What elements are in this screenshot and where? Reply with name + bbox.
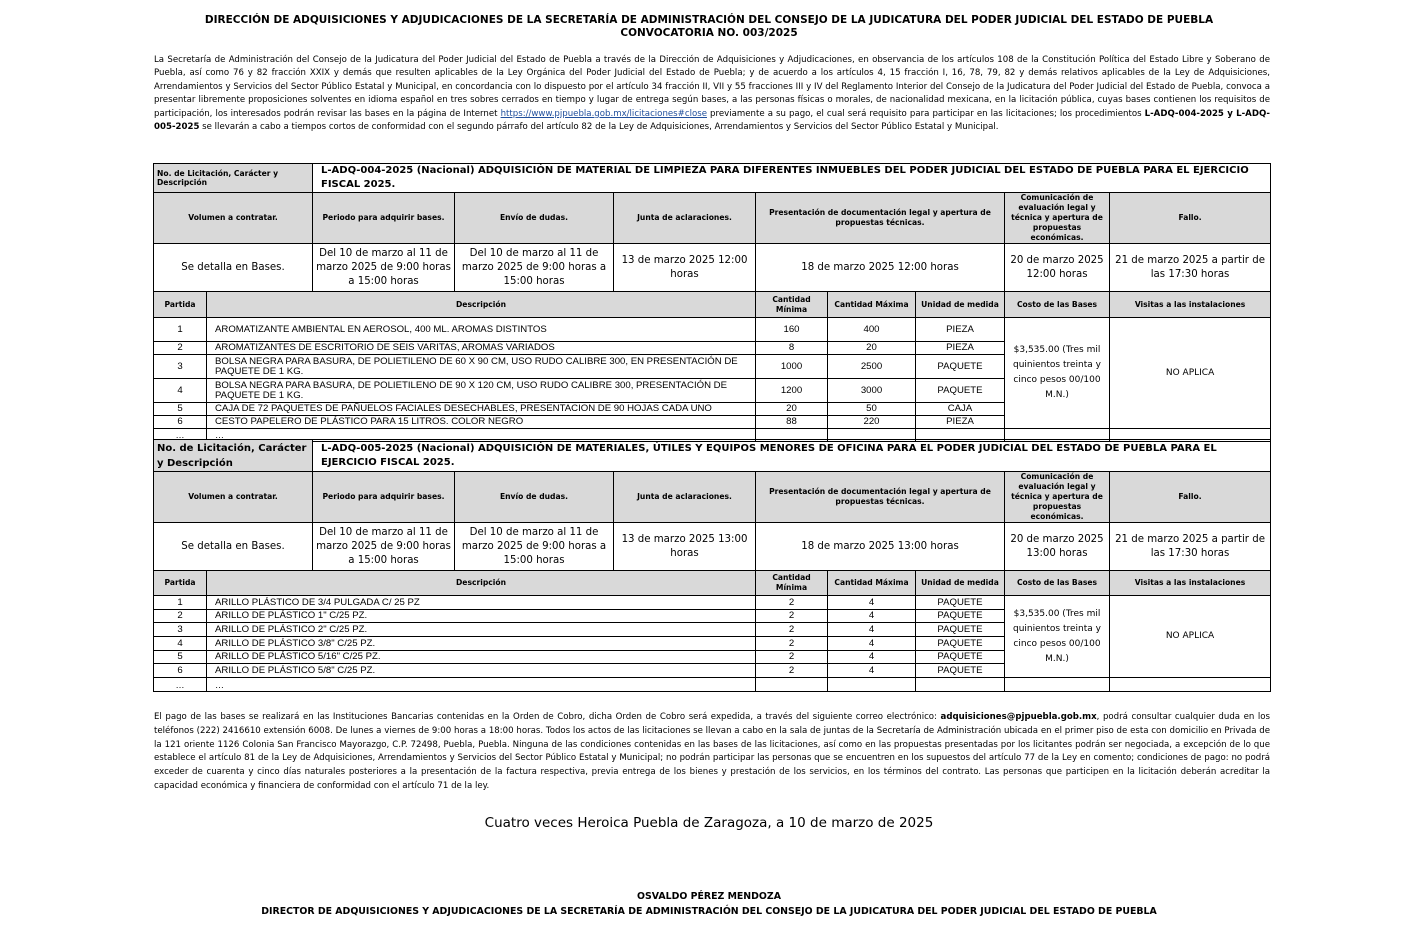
- junta-header: Junta de aclaraciones.: [614, 193, 756, 244]
- descripcion-cell: BOLSA NEGRA PARA BASURA, DE POLIETILENO DE 90 X 120 CM, USO RUDO CALIBRE 300, PRESENTACIÓN DE PAQUETE DE 1 KG.: [207, 379, 756, 403]
- table-row: [154, 318, 1271, 342]
- partida-cell: …: [154, 678, 207, 692]
- presentacion-header: Presentación de documentación legal y apertura de propuestas técnicas.: [756, 193, 1005, 244]
- fallo-header: Fallo.: [1110, 193, 1271, 244]
- table-row: [154, 678, 1271, 692]
- cant-min-cell: 1200: [756, 379, 828, 403]
- partida-cell: 3: [154, 623, 207, 637]
- junta-value: 13 de marzo 2025 13:00 horas: [614, 523, 756, 571]
- unidad-cell: PIEZA: [916, 342, 1005, 355]
- bases-link[interactable]: https://www.pjpuebla.gob.mx/licitaciones#close: [500, 108, 707, 119]
- cant-min-cell: [756, 678, 828, 692]
- intro-paragraph: [154, 54, 1270, 134]
- document-header: [0, 14, 1418, 40]
- cant-min-cell: 20: [756, 403, 828, 416]
- partida-cell: 6: [154, 664, 207, 678]
- unidad-cell: PAQUETE: [916, 610, 1005, 623]
- envio-value: Del 10 de marzo al 11 de marzo 2025 de 9:00 horas a 15:00 horas: [455, 244, 614, 292]
- unidad-header: Unidad de medida: [916, 571, 1005, 596]
- unidad-cell: CAJA: [916, 403, 1005, 416]
- partida-cell: 4: [154, 379, 207, 403]
- visitas-cell: [1110, 678, 1271, 692]
- place-date: Cuatro veces Heroica Puebla de Zaragoza, a 10 de marzo de 2025: [484, 815, 934, 831]
- cant-min-cell: 2: [756, 664, 828, 678]
- descripcion-cell: …: [207, 678, 756, 692]
- cant-min-cell: 2: [756, 637, 828, 651]
- footer-text-b: , podrá consultar cualquier duda en los teléfonos (222) 2416610 extensión 6008. De lunes a viernes de 9:00 horas a 18:00 horas. Todos los actos de las licitaciones se llevan a cabo en la sala de juntas de la Secretaría de Administración ubicada en el primer piso de esta con domicilio en Privada de la 121 oriente 1126 Colonia San Francisco Mayorazgo, C.P. 72498, Puebla, Puebla. Ninguna de las condiciones contenidas en las bases de las licitaciones, así como en las propuestas presentadas por los licitantes podrán ser negociada, a excepción de lo que establece el artículo 81 de la Ley de Adquisiciones, Arrendamientos y Servicios del Sector Público Estatal y Municipal; no podrán participar las personas que se encuentren en los supuestos del artículo 77 de la Ley en comento; condiciones de pago: no podrá exceder de cuarenta y cinco días naturales posteriores a la presentación de la factura respectiva, previa entrega de los bienes y prestación de los servicios, en los términos del contrato. Las personas que participen en la licitación deberán acreditar la capacidad económica y financiera de conformidad con el artículo 71 de la ley.: [154, 712, 1270, 791]
- periodo-header: Periodo para adquirir bases.: [313, 472, 455, 523]
- descripcion-cell: CESTO PAPELERO DE PLÁSTICO PARA 15 LITROS. COLOR NEGRO: [207, 416, 756, 429]
- cant-min-cell: 88: [756, 416, 828, 429]
- cant-max-cell: 20: [828, 342, 916, 355]
- unidad-cell: PAQUETE: [916, 651, 1005, 664]
- no-licitacion-label: No. de Licitación, Carácter y Descripción: [154, 164, 313, 193]
- cant-max-cell: 3000: [828, 379, 916, 403]
- table-row: [154, 596, 1271, 610]
- licitacion-table-2: [153, 439, 1271, 692]
- cant-min-cell: 2: [756, 596, 828, 610]
- cant-max-cell: 4: [828, 596, 916, 610]
- unidad-cell: PIEZA: [916, 318, 1005, 342]
- unidad-header: Unidad de medida: [916, 292, 1005, 318]
- descripcion-cell: ARILLO DE PLÁSTICO 5/8" C/25 PZ.: [207, 664, 756, 678]
- descripcion-header: Descripción: [207, 292, 756, 318]
- partida-cell: 1: [154, 318, 207, 342]
- visitas-header: Visitas a las instalaciones: [1110, 571, 1271, 596]
- visitas-value: NO APLICA: [1110, 318, 1271, 429]
- cant-max-cell: 400: [828, 318, 916, 342]
- presentacion-value: 18 de marzo 2025 13:00 horas: [756, 523, 1005, 571]
- costo-value: $3,535.00 (Tres mil quinientos treinta y cinco pesos 00/100 M.N.): [1005, 596, 1110, 678]
- contact-email[interactable]: adquisiciones@pjpuebla.gob.mx: [940, 712, 1097, 722]
- unidad-cell: PIEZA: [916, 416, 1005, 429]
- partida-cell: 6: [154, 416, 207, 429]
- cant-max-cell: 2500: [828, 355, 916, 379]
- cant-max-cell: 4: [828, 623, 916, 637]
- cant-max-cell: 220: [828, 416, 916, 429]
- cant-max-cell: 4: [828, 637, 916, 651]
- partida-cell: 3: [154, 355, 207, 379]
- partida-cell: 2: [154, 342, 207, 355]
- footer-text-a: El pago de las bases se realizará en las Instituciones Bancarias contenidas en la Orden de Cobro, dicha Orden de Cobro será expedida, a través del siguiente correo electrónico:: [154, 712, 941, 722]
- fallo-value: 21 de marzo 2025 a partir de las 17:30 horas: [1110, 244, 1271, 292]
- descripcion-cell: ARILLO DE PLÁSTICO 1" C/25 PZ.: [207, 610, 756, 623]
- licitacion-table-1: [153, 163, 1271, 442]
- descripcion-cell: …: [207, 429, 756, 442]
- partida-cell: 4: [154, 637, 207, 651]
- cant-max-cell: 4: [828, 664, 916, 678]
- periodo-value: Del 10 de marzo al 11 de marzo 2025 de 9:00 horas a 15:00 horas: [313, 244, 455, 292]
- unidad-cell: PAQUETE: [916, 596, 1005, 610]
- cant-min-cell: 1000: [756, 355, 828, 379]
- convocatoria-number: CONVOCATORIA NO. 003/2025: [620, 27, 798, 39]
- unidad-cell: PAQUETE: [916, 623, 1005, 637]
- unidad-cell: [916, 678, 1005, 692]
- partida-cell: 2: [154, 610, 207, 623]
- presentacion-header: Presentación de documentación legal y apertura de propuestas técnicas.: [756, 472, 1005, 523]
- partida-cell: 5: [154, 403, 207, 416]
- periodo-value: Del 10 de marzo al 11 de marzo 2025 de 9:00 horas a 15:00 horas: [313, 523, 455, 571]
- unidad-cell: PAQUETE: [916, 379, 1005, 403]
- comunicacion-header: Comunicación de evaluación legal y técnica y apertura de propuestas económicas.: [1005, 472, 1110, 523]
- envio-header: Envío de dudas.: [455, 472, 614, 523]
- descripcion-cell: AROMATIZANTE AMBIENTAL EN AEROSOL, 400 ML. AROMAS DISTINTOS: [207, 318, 756, 342]
- comunicacion-header: Comunicación de evaluación legal y técnica y apertura de propuestas económicas.: [1005, 193, 1110, 244]
- signer-role: DIRECTOR DE ADQUISICIONES Y ADJUDICACIONES DE LA SECRETARÍA DE ADMINISTRACIÓN DEL CONSEJO DE LA JUDICATURA DEL PODER JUDICIAL DEL ESTADO DE PUEBLA: [261, 906, 1157, 917]
- descripcion-cell: ARILLO DE PLÁSTICO 5/16" C/25 PZ.: [207, 651, 756, 664]
- intro-text-c: se llevarán a cabo a tiempos cortos de conformidad con el segundo párrafo del artículo 82 de la Ley de Adquisiciones, Arrendamientos y Servicios del Sector Público Estatal y Municipal.: [199, 122, 999, 133]
- descripcion-cell: CAJA DE 72 PAQUETES DE PAÑUELOS FACIALES DESECHABLES, PRESENTACION DE 90 HOJAS CADA UNO: [207, 403, 756, 416]
- volumen-value: Se detalla en Bases.: [154, 244, 313, 292]
- cant-min-cell: 2: [756, 623, 828, 637]
- descripcion-cell: ARILLO PLÁSTICO DE 3/4 PULGADA C/ 25 PZ: [207, 596, 756, 610]
- header-title: DIRECCIÓN DE ADQUISICIONES Y ADJUDICACIONES DE LA SECRETARÍA DE ADMINISTRACIÓN DEL CONSEJO DE LA JUDICATURA DEL PODER JUDICIAL DEL ESTADO DE PUEBLA: [204, 14, 1214, 26]
- descripcion-cell: AROMATIZANTES DE ESCRITORIO DE SEIS VARITAS, AROMAS VARIADOS: [207, 342, 756, 355]
- cant-min-cell: 8: [756, 342, 828, 355]
- costo-cell: [1005, 678, 1110, 692]
- volumen-value: Se detalla en Bases.: [154, 523, 313, 571]
- junta-header: Junta de aclaraciones.: [614, 472, 756, 523]
- no-licitacion-label: No. de Licitación, Carácter y Descripción: [154, 440, 313, 472]
- procedures-ids: L-ADQ-004-2025 y L-ADQ-005-2025: [154, 108, 1270, 133]
- descripcion-cell: BOLSA NEGRA PARA BASURA, DE POLIETILENO DE 60 X 90 CM, USO RUDO CALIBRE 300, EN PRESENTACIÓN DE PAQUETE DE 1 KG.: [207, 355, 756, 379]
- partida-cell: 5: [154, 651, 207, 664]
- licitacion-title: L-ADQ-005-2025 (Nacional) ADQUISICIÓN DE MATERIALES, ÚTILES Y EQUIPOS MENORES DE OFICINA PARA EL PODER JUDICIAL DEL ESTADO DE PUEBLA PARA EL EJERCICIO FISCAL 2025.: [313, 440, 1271, 472]
- intro-text-b: previamente a su pago, el cual será requisito para participar en las licitaciones; los procedimientos: [707, 108, 1145, 119]
- cant-min-cell: 2: [756, 651, 828, 664]
- partida-header: Partida: [154, 571, 207, 596]
- partida-header: Partida: [154, 292, 207, 318]
- unidad-cell: PAQUETE: [916, 355, 1005, 379]
- cant-max-header: Cantidad Máxima: [828, 571, 916, 596]
- descripcion-cell: ARILLO DE PLÁSTICO 2" C/25 PZ.: [207, 623, 756, 637]
- fallo-header: Fallo.: [1110, 472, 1271, 523]
- cant-max-cell: 50: [828, 403, 916, 416]
- costo-header: Costo de las Bases: [1005, 292, 1110, 318]
- volumen-header: Volumen a contratar.: [154, 472, 313, 523]
- cant-min-header: Cantidad Mínima: [756, 292, 828, 318]
- comunicacion-value: 20 de marzo 2025 12:00 horas: [1005, 244, 1110, 292]
- cant-max-cell: 4: [828, 610, 916, 623]
- signer-name: OSVALDO PÉREZ MENDOZA: [637, 891, 781, 902]
- periodo-header: Periodo para adquirir bases.: [313, 193, 455, 244]
- partida-cell: 1: [154, 596, 207, 610]
- unidad-cell: PAQUETE: [916, 664, 1005, 678]
- descripcion-cell: ARILLO DE PLÁSTICO 3/8" C/25 PZ.: [207, 637, 756, 651]
- fallo-value: 21 de marzo 2025 a partir de las 17:30 horas: [1110, 523, 1271, 571]
- partida-cell: …: [154, 429, 207, 442]
- envio-value: Del 10 de marzo al 11 de marzo 2025 de 9:00 horas a 15:00 horas: [455, 523, 614, 571]
- junta-value: 13 de marzo 2025 12:00 horas: [614, 244, 756, 292]
- cant-max-header: Cantidad Máxima: [828, 292, 916, 318]
- signature-block: [0, 889, 1418, 919]
- visitas-value: NO APLICA: [1110, 596, 1271, 678]
- costo-header: Costo de las Bases: [1005, 571, 1110, 596]
- cant-max-cell: [828, 678, 916, 692]
- envio-header: Envío de dudas.: [455, 193, 614, 244]
- cant-min-cell: 2: [756, 610, 828, 623]
- visitas-header: Visitas a las instalaciones: [1110, 292, 1271, 318]
- comunicacion-value: 20 de marzo 2025 13:00 horas: [1005, 523, 1110, 571]
- cant-min-header: Cantidad Mínima: [756, 571, 828, 596]
- volumen-header: Volumen a contratar.: [154, 193, 313, 244]
- presentacion-value: 18 de marzo 2025 12:00 horas: [756, 244, 1005, 292]
- costo-value: $3,535.00 (Tres mil quinientos treinta y cinco pesos 00/100 M.N.): [1005, 318, 1110, 429]
- licitacion-title: L-ADQ-004-2025 (Nacional) ADQUISICIÓN DE MATERIAL DE LIMPIEZA PARA DIFERENTES INMUEBLES DEL PODER JUDICIAL DEL ESTADO DE PUEBLA PARA EL EJERCICIO FISCAL 2025.: [313, 164, 1271, 193]
- unidad-cell: PAQUETE: [916, 637, 1005, 651]
- intro-text-a: La Secretaría de Administración del Consejo de la Judicatura del Poder Judicial del Estado de Puebla a través de la Dirección de Adquisiciones y Adjudicaciones, en observancia de los artículos 108 de la Constitución Política del Estado Libre y Soberano de Puebla, así como 76 y 82 fracción XXIX y demás que resulten aplicables de la Ley Orgánica del Poder Judicial del Estado de Puebla; y de acuerdo a los artículos 4, 15 fracción I, 16, 78, 79, 82 y demás relativos aplicables de la Ley de Adquisiciones, Arrendamientos y Servicios del Sector Público Estatal y Municipal, en concordancia con lo dispuesto por el artículo 34 fracción II, VII y 55 fracciones III y IV del Reglamento Interior del Consejo de la Judicatura del Poder Judicial del Estado de Puebla, convoca a presentar libremente proposiciones solventes en idioma español en tres sobres cerrados en tiempo y lugar de entrega según bases, a las personas físicas o morales, de nacionalidad mexicana, en la licitación pública, cuyas bases contienen los requisitos de participación, los interesados podrán revisar las bases en la página de Internet: [154, 55, 1270, 119]
- payment-paragraph: [154, 711, 1270, 794]
- cant-min-cell: 160: [756, 318, 828, 342]
- descripcion-header: Descripción: [207, 571, 756, 596]
- cant-max-cell: 4: [828, 651, 916, 664]
